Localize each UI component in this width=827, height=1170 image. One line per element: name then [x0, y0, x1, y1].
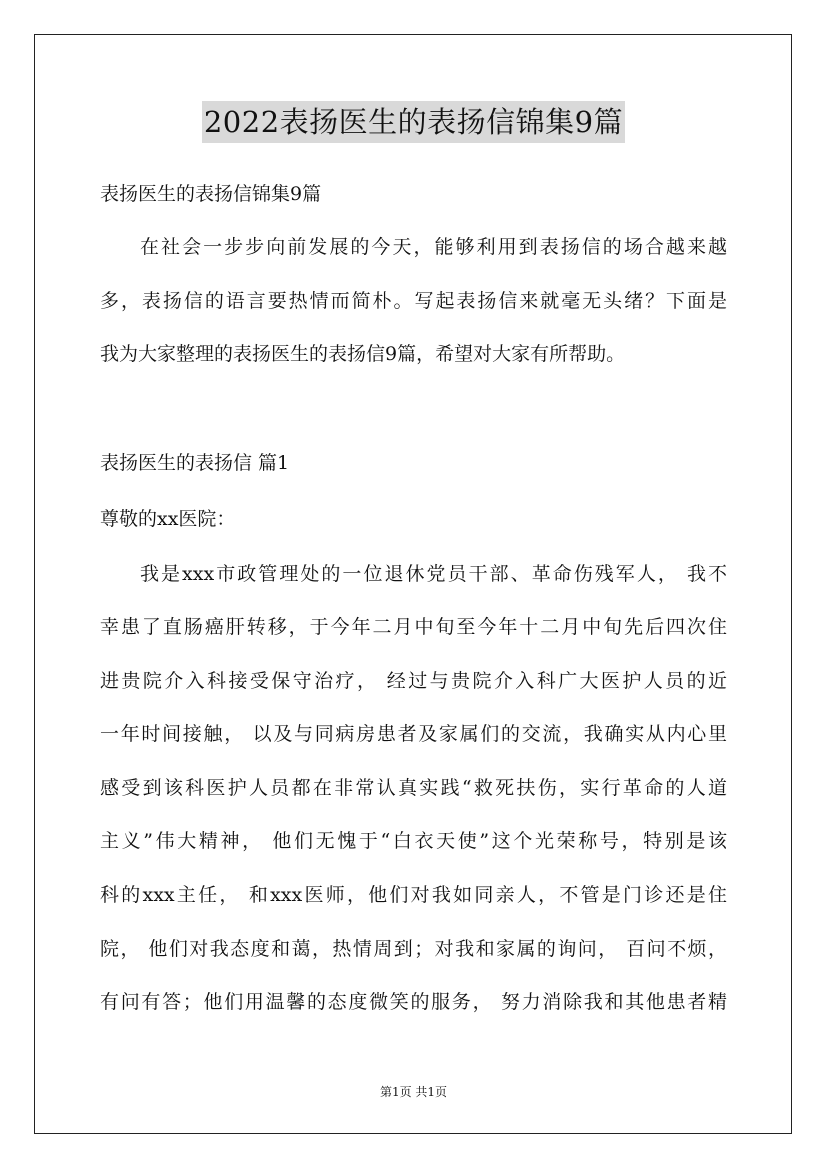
body-line: 我是xxx市政管理处的一位退休党员干部、革命伤残军人， 我不 — [140, 563, 727, 585]
body-line: 有问有答；他们用温馨的态度微笑的服务， 努力消除我和其他患者精 — [100, 991, 727, 1013]
body-line: 进贵院介入科接受保守治疗， 经过与贵院介入科广大医护人员的近 — [100, 670, 727, 692]
body-line: 科的xxx主任， 和xxx医师，他们对我如同亲人，不管是门诊还是住 — [100, 884, 727, 906]
body-line: 感受到该科医护人员都在非常认真实践“救死扶伤，实行革命的人道 — [100, 777, 727, 799]
intro-line: 在社会一步步向前发展的今天，能够利用到表扬信的场合越来越 — [140, 236, 727, 258]
body-line: 院， 他们对我态度和蔼，热情周到；对我和家属的询问， 百问不烦， — [100, 938, 727, 960]
intro-line: 多，表扬信的语言要热情而简朴。写起表扬信来就毫无头绪？下面是 — [100, 290, 727, 312]
body-line: 一年时间接触， 以及与同病房患者及家属们的交流，我确实从内心里 — [100, 723, 727, 745]
intro-line: 我为大家整理的表扬医生的表扬信9篇，希望对大家有所帮助。 — [100, 343, 626, 365]
salutation: 尊敬的xx医院： — [100, 508, 236, 530]
body-line: 幸患了直肠癌肝转移，于今年二月中旬至今年十二月中旬先后四次住 — [100, 616, 727, 638]
document-subtitle: 表扬医生的表扬信锦集9篇 — [100, 183, 322, 205]
title-container — [0, 101, 827, 143]
section-heading: 表扬医生的表扬信 篇1 — [100, 452, 290, 474]
body-line: 主义”伟大精神， 他们无愧于“白衣天使”这个光荣称号，特别是该 — [100, 830, 727, 852]
document-title: 2022表扬医生的表扬信锦集9篇 — [202, 101, 625, 143]
page-footer: 第1页 共1页 — [379, 1085, 448, 1099]
